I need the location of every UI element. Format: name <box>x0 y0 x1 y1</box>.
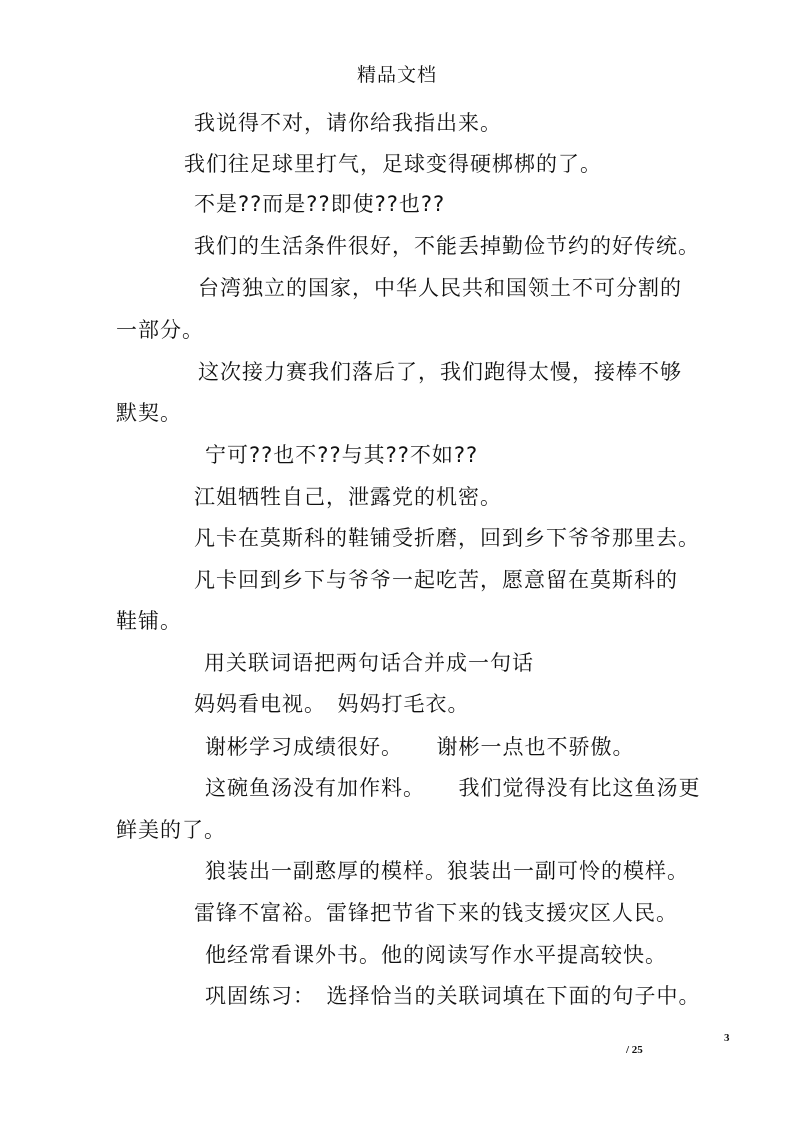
text-line: 巩固练习： 选择恰当的关联词填在下面的句子中。 <box>205 984 701 1008</box>
text-line: 谢彬学习成绩很好。 谢彬一点也不骄傲。 <box>205 735 635 759</box>
text-line: 凡卡在莫斯科的鞋铺受折磨，回到乡下爷爷那里去。 <box>194 526 700 550</box>
text-line: 一部分。 <box>116 318 204 342</box>
page-number: 3 <box>724 1032 730 1044</box>
text-line: 凡卡回到乡下与爷爷一起吃苦，愿意留在莫斯科的 <box>194 568 678 592</box>
text-line: 宁可??也不??与其??不如?? <box>205 443 479 467</box>
text-line: 这次接力赛我们落后了，我们跑得太慢，接棒不够 <box>198 360 682 384</box>
text-line: 他经常看课外书。他的阅读写作水平提高较快。 <box>205 943 667 967</box>
page-total: / 25 <box>626 1044 643 1056</box>
text-line: 默契。 <box>116 401 182 425</box>
document-header: 精品文档 <box>356 64 437 86</box>
text-line: 这碗鱼汤没有加作料。 我们觉得没有比这鱼汤更 <box>205 776 701 800</box>
text-line: 狼装出一副憨厚的模样。狼装出一副可怜的模样。 <box>205 859 689 883</box>
text-line: 鲜美的了。 <box>116 818 226 842</box>
text-line: 鞋铺。 <box>116 609 182 633</box>
text-line: 不是??而是??即使??也?? <box>194 192 446 216</box>
text-line: 台湾独立的国家，中华人民共和国领土不可分割的 <box>198 276 682 300</box>
text-line: 妈妈看电视。 妈妈打毛衣。 <box>194 692 470 716</box>
text-line: 雷锋不富裕。雷锋把节省下来的钱支援灾区人民。 <box>194 901 678 925</box>
text-line: 我们往足球里打气，足球变得硬梆梆的了。 <box>184 152 602 176</box>
text-line: 用关联词语把两句话合并成一句话 <box>204 651 534 675</box>
text-line: 我们的生活条件很好，不能丢掉勤俭节约的好传统。 <box>194 234 700 258</box>
text-line: 我说得不对，请你给我指出来。 <box>194 111 502 135</box>
text-line: 江姐牺牲自己，泄露党的机密。 <box>194 485 502 509</box>
